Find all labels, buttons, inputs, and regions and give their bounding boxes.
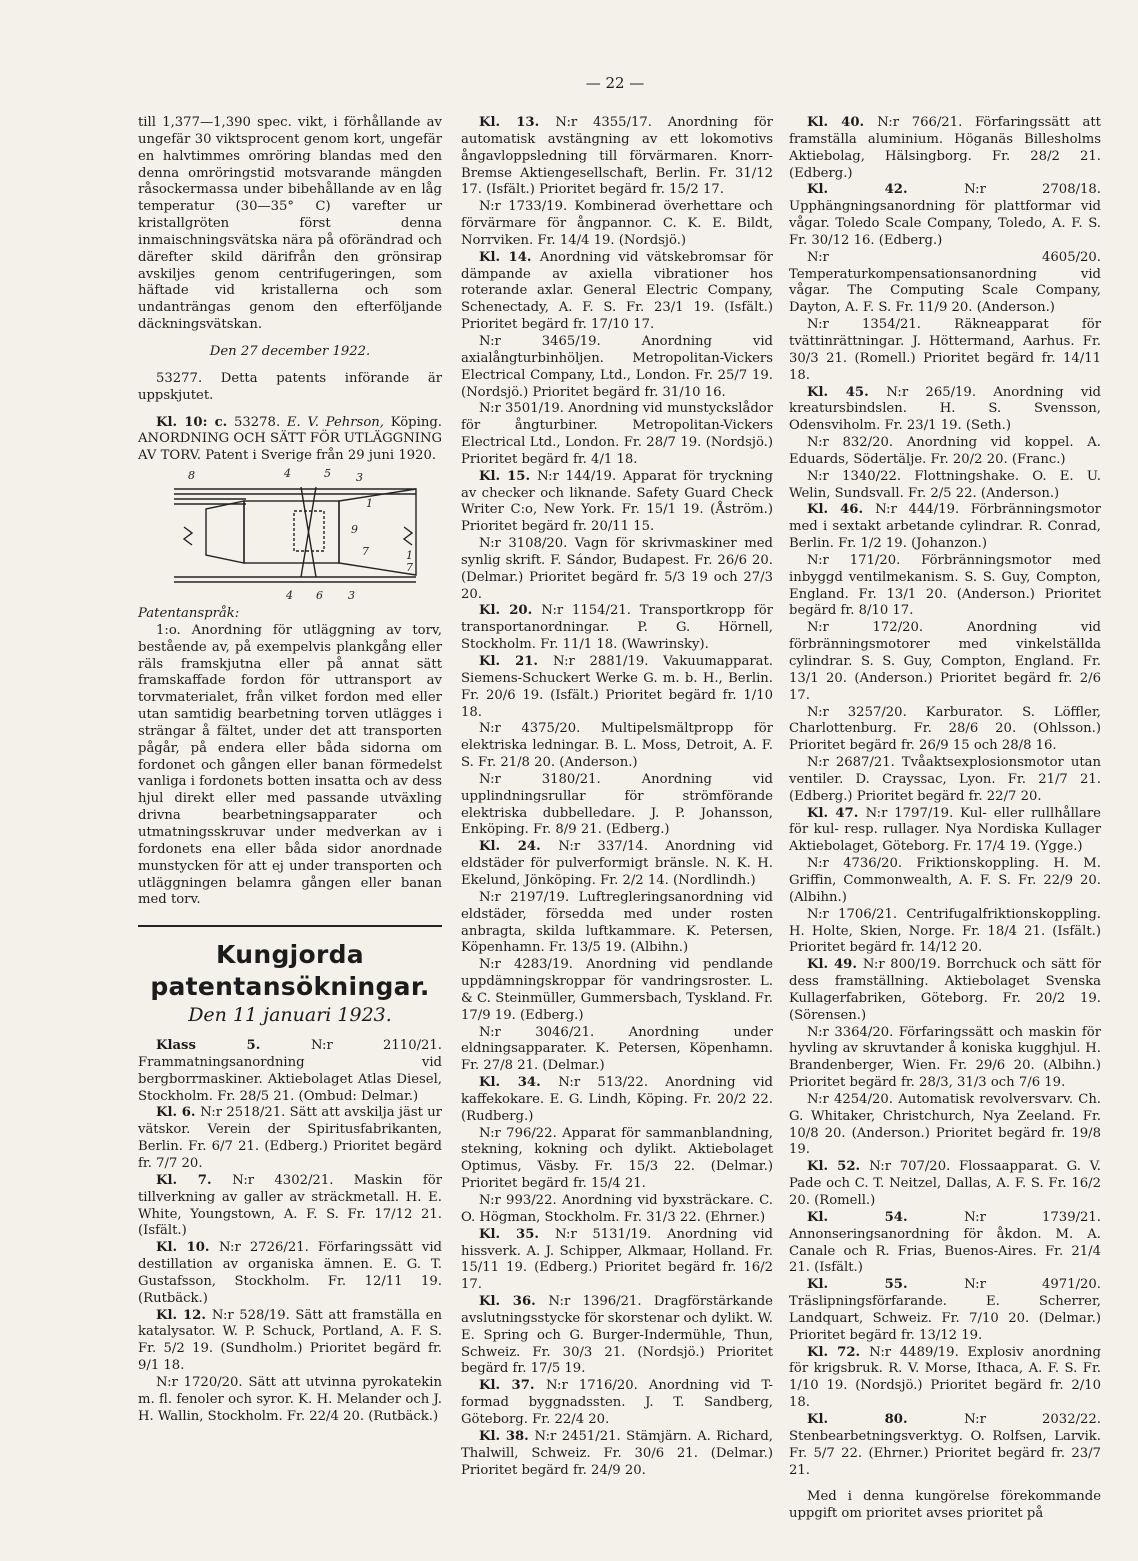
patent-entry [461,1378,773,1429]
patent-entry [461,1227,773,1294]
entry-text: N:r 1739/21. Annonseringsanordning för åkdon. M. A. Canale och R. Frias, Buenos-Aires. Fr. 21/4 21. (Isfält.) [789,1209,1101,1276]
fig-label: 7 [362,545,369,559]
class-label: Kl. 72. [807,1344,870,1360]
fig-label: 8 [188,469,195,483]
date-heading-2: Den 11 januari 1923. [188,1004,392,1027]
column-3 [789,115,1101,1523]
fig-label: 3 [356,471,363,485]
patent-entry [789,806,1101,857]
entry-text: N:r 3257/20. Karburator. S. Löffler, Charlottenburg. Fr. 28/6 20. (Ohlsson.) Prioritet begärd fr. 26/9 15 och 28/8 16. [789,704,1101,754]
entry-text: N:r 172/20. Anordning vid förbränningsmotorer med vinkelställda cylindrar. S. S. Guy, Compton, England. Fr. 13/1 20. (Anderson.) Prioritet begärd fr. 2/6 17. [789,620,1101,703]
entry-text: N:r 4355/17. Anordning för automatisk avstängning av ett lokomotivs ångavloppsledning till förvärmaren. Knorr-Bremse Aktiengesellschaft, Berlin. Fr. 31/12 17. (Isfält.) Prioritet begärd fr. 15/2 17. [461,115,773,198]
fig-label: 7 [406,561,413,575]
entry-text: N:r 4605/20. Temperaturkompensationsanordning vid vågar. The Computing Scale Company, Dayton, A. F. S. Fr. 11/9 20. (Anderson.) [789,249,1101,316]
intro-paragraph: till 1,377—1,390 spec. vikt, i förhållande av ungefär 30 viktsprocent genom kort, ungefär en halvtimmes omröring blandas med den denna omröringstid motsvarande mängden råsockermassa under bibehållande av en låg temperatur (30—35° C) varefter ur kristallgröten först denna inmaischningsvätska nära på oförändrad och därefter skild därifrån den grönsirap avskiljes genom centrifugeringen, som häftade vid kristallerna och som undanträngas genom den efterföljande däckningsvätskan. [138,115,442,333]
class-label: Kl. 20. [479,603,542,619]
fig-label: 6 [316,589,323,603]
class-label: Kl. 80. [807,1411,965,1427]
patent-entry [138,1173,442,1240]
entry-text: N:r 4302/21. Maskin för tillverkning av galler av sträckmetall. H. E. White, Youngstown, A. F. S. Fr. 17/12 21. (Isfält.) [138,1172,443,1239]
entry-text: N:r 144/19. Apparat för tryckning av checker och liknande. Safety Guard Check Writer C:o, New York. Fr. 15/1 19. (Åström.) Prioritet begärd fr. 20/11 15. [461,468,773,535]
patent-entry [789,856,1101,907]
patent-entry [789,755,1101,806]
entry-text: N:r 766/21. Förfaringssätt att framställa aluminium. Höganäs Billesholms Aktiebolag, Hälsingborg. Fr. 28/2 21. (Edberg.) [789,115,1101,181]
class-label: Kl. 36. [479,1294,549,1310]
patent-entry [789,1159,1101,1210]
patent-entry [789,620,1101,704]
entry-text: N:r 1733/19. Kombinerad överhettare och förvärmare för ångpannor. C. K. E. Bildt, Norrviken. Fr. 14/4 19. (Nordsjö.) [461,199,773,248]
entry-text: N:r 2881/19. Vakuumapparat. Siemens-Schuckert Werke G. m. b. H., Berlin. Fr. 20/6 19. (Isfält.) Prioritet begärd fr. 1/10 18. [461,654,773,720]
patent-entry [461,250,773,334]
patent-entry [461,1193,773,1227]
patent-entry [789,705,1101,756]
inventor-name: E. V. Pehrson, [286,414,384,430]
patent-entry [461,839,773,890]
patent-entry [461,1126,773,1193]
entry-text: N:r 265/19. Anordning vid kreatursbindslen. H. S. Svensson, Odensviholm. Fr. 23/1 19. (Seth.) [789,384,1101,434]
patent-entry [138,1375,442,1426]
entry-text: N:r 2451/21. Stämjärn. A. Richard, Thalwill, Schweiz. Fr. 30/6 21. (Delmar.) Prioritet begärd fr. 24/9 20. [461,1428,773,1478]
patent-entry [138,1308,442,1375]
patent-entry [461,199,773,250]
class-label: Kl. 55. [807,1277,965,1293]
patent-entry [789,957,1101,1024]
patent-entry [789,1412,1101,1479]
patent-number: 53278. [234,414,281,430]
entry-text: N:r 3501/19. Anordning vid munstyckslådor för ångturbiner. Metropolitan-Vickers Electrical Ltd., London. Fr. 28/7 19. (Nordsjö.) Prioritet begärd fr. 4/1 18. [461,401,773,467]
entry-text: N:r 2687/21. Tvåaktsexplosionsmotor utan ventiler. D. Crayssac, Lyon. Fr. 21/7 21. (Edberg.) Prioritet begärd fr. 22/7 20. [789,755,1101,804]
entry-text: N:r 4283/19. Anordning vid pendlande uppdämningskroppar för vandringsroster. L. & C. Steinmüller, Gummersbach, Tyskland. Fr. 17/9 19. (Edberg.) [461,957,773,1023]
patent-entry [789,553,1101,620]
patent-entry [789,1092,1101,1159]
fig-label: 1 [366,497,373,511]
class-label: Kl. 10. [156,1240,219,1256]
class-label: Kl. 49. [807,957,863,973]
patent-entry [461,469,773,536]
entry-text: N:r 337/14. Anordning vid eldstäder för pulverformigt bränsle. N. K. H. Ekelund, Jönköping. Fr. 2/2 14. (Nordlindh.) [461,839,773,888]
page-number: — 22 — [585,74,645,92]
claims-heading: Patentanspråk: [138,606,240,622]
entry-text: N:r 1797/19. Kul- eller rullhållare för kul- resp. rullager. Nya Nordiska Kullager Aktiebolaget, Göteborg. Fr. 17/4 19. (Ygge.) [789,805,1101,855]
entry-text: N:r 4971/20. Träslipningsförfarande. E. Scherrer, Landquart, Schweiz. Fr. 7/10 20. (Delmar.) Prioritet begärd fr. 13/12 19. [789,1277,1101,1343]
patent-entry [138,1105,442,1172]
entry-text: N:r 171/20. Förbränningsmotor med inbyggd ventilmekanism. S. S. Guy, Compton, England. Fr. 13/1 20. (Anderson.) Prioritet begärd fr. 8/10 17. [789,552,1101,619]
patent-entry [789,250,1101,317]
entry-text: N:r 5131/19. Anordning vid hissverk. A. J. Schipper, Alkmaar, Holland. Fr. 15/11 19. (Edberg.) Prioritet begärd fr. 16/2 17. [461,1226,773,1293]
fig-label: 4 [284,467,291,481]
entry-text: N:r 3108/20. Vagn för skrivmaskiner med synlig skrift. F. Sándor, Budapest. Fr. 26/6 20. (Delmar.) Prioritet begärd fr. 5/3 19 och 27/3 20. [461,536,773,602]
claim-text: 1:o. Anordning för utläggning av torv, bestående av, på exempelvis plankgång eller räls framskjutna eller på annat sätt framskaffade fordon för uttransport av torvmaterialet, från vilket fordon med eller utan samtidig bearbetning torven utlägges i strängar å fältet, under det att transporten pågår, på endera eller båda sidorna om fordonet och gången eller banan förmedelst vanliga i fordonets botten insatta och av dess hjul direkt eller med passande utväxling drivna bearbetningsapparater och utmatningsskruvar under medverkan av i fordonets ena eller båda sidor anordnade munstycken för att ej under transporten och utläggningen belamra gången eller banan med torv. [138,622,442,908]
class-label: Kl. 37. [479,1378,546,1394]
class-label: Kl. 42. [807,182,965,198]
fig-label: 4 [286,589,293,603]
patent-entry [789,435,1101,469]
entry-text: N:r 800/19. Borrchuck och sätt för dess framställning. Aktiebolaget Svenska Kullagerfabriken, Göteborg. Fr. 20/2 19. (Sörensen.) [789,957,1101,1023]
patent-entry [461,603,773,654]
patent-entry [789,1025,1101,1092]
patent-drawing [166,467,426,602]
entry-text: N:r 4736/20. Friktionskoppling. H. M. Griffin, Commonwealth, A. F. S. Fr. 22/9 20. (Albihn.) [789,856,1101,905]
entry-text: N:r 513/22. Anordning vid kaffekokare. E. G. Lindh, Köping. Fr. 20/2 22. (Rudberg.) [461,1075,773,1124]
entry-text: N:r 1716/20. Anordning vid T-formad byggnadssten. J. T. Sandberg, Göteborg. Fr. 22/4 20. [461,1378,773,1427]
class-label: Kl. 34. [479,1075,559,1091]
entry-text: N:r 796/22. Apparat för sammanblandning, stekning, kokning och dylikt. Aktiebolaget Optimus, Väsby. Fr. 15/3 22. (Delmar.) Prioritet begärd fr. 15/4 21. [461,1125,773,1192]
patent-entry [789,1345,1101,1412]
patent-entry [461,957,773,1024]
patent-entry [461,721,773,772]
class-label: Kl. 15. [479,468,538,484]
entry-text: N:r 993/22. Anordning vid byxsträckare. C. O. Högman, Stockholm. Fr. 31/3 22. (Ehrner.) [461,1193,773,1225]
class-label: Kl. 24. [479,839,559,855]
entry-text: N:r 4489/19. Explosiv anordning för krigsbruk. R. V. Morse, Ithaca, A. F. S. Fr. 1/10 19. (Nordsjö.) Prioritet begärd fr. 2/10 18. [789,1344,1101,1411]
patent-entry [789,1210,1101,1277]
entry-text: N:r 2708/18. Upphängningsanordning för plattformar vid vågar. Toledo Scale Company, Toledo, A. F. S. Fr. 30/12 16. (Edberg.) [789,182,1101,248]
patent-entry [461,115,773,199]
class-label: Kl. 10: c. [156,414,228,430]
fig-label: 1 [406,549,413,563]
patent-entry [461,536,773,603]
entry-text: N:r 444/19. Förbränningsmotor med i sextakt arbetande cylindrar. R. Conrad, Berlin. Fr. 1/2 19. (Johanzon.) [789,502,1101,552]
col1-entries [138,1038,442,1425]
patent-entry [461,334,773,401]
patent-entry [789,182,1101,249]
class-label: Kl. 38. [479,1428,535,1444]
class-label: Kl. 54. [807,1209,965,1225]
class-label: Kl. 7. [156,1172,233,1188]
fig-label: 3 [348,589,355,603]
entry-text: N:r 4375/20. Multipelsmältpropp för elektriska ledningar. B. L. Moss, Detroit, A. F. S. Fr. 21/8 20. (Anderson.) [461,721,773,771]
entry-text: N:r 3364/20. Förfaringssätt och maskin för hyvling av skruvtander å koniska kugghjul. H. Brandenberger, Wien. Fr. 29/6 20. (Albihn.) Prioritet begärd fr. 28/3, 31/3 och 7/6 19. [789,1024,1101,1091]
entry-text: N:r 1720/20. Sätt att utvinna pyrokatekin m. fl. fenoler och syror. K. H. Melander och J. H. Wallin, Stockholm. Fr. 22/4 20. (Rutbäck.) [138,1374,442,1424]
entry-text: N:r 1154/21. Transportkropp för transportanordningar. P. G. Hörnell, Stockholm. Fr. 11/1 18. (Wawrinsky). [461,603,773,653]
class-label: Kl. 40. [807,115,878,130]
column-1 [138,115,442,1425]
entry-text: N:r 2518/21. Sätt att avskilja jäst ur vätskor. Verein der Spiritusfabrikanten, Berlin. Fr. 6/7 21. (Edberg.) Prioritet begärd fr. 7/7 20. [138,1105,442,1171]
patent-entry [789,502,1101,553]
class-label: Kl. 47. [807,805,866,821]
entry-text: N:r 1340/22. Flottningshake. O. E. U. Welin, Sundsvall. Fr. 2/5 22. (Anderson.) [789,468,1101,501]
patent-entry [789,1277,1101,1344]
class-label: Klass 5. [156,1038,311,1054]
patent-entry [461,1429,773,1480]
entry-text: N:r 528/19. Sätt att framställa en katalysator. W. P. Schuck, Portland, A. F. S. Fr. 5/2 19. (Sundholm.) Prioritet begärd fr. 9/1 18. [138,1307,442,1374]
entry-text: N:r 1396/21. Dragförstärkande avslutningsstycke för skorstenar och dylikt. W. E. Spring och G. Burger-Indermühle, Thun, Schweiz. Fr. 30/3 21. (Nordsjö.) Prioritet begärd fr. 17/5 19. [461,1294,773,1377]
patent-53278 [138,415,442,466]
class-label: Kl. 21. [479,654,554,669]
patent-title: Köping. ANORDNING OCH SÄTT FÖR UTLÄGGNING AV TORV. Patent i Sverige från 29 juni 1920. [138,414,443,464]
fig-label: 5 [324,467,331,481]
patent-entry [789,907,1101,958]
class-label: Kl. 12. [156,1307,212,1323]
closing-paragraph: Med i denna kungörelse förekommande uppgift om prioritet avses prioritet på [789,1489,1101,1522]
patent-entry [461,401,773,468]
patent-entry [138,1038,442,1105]
entry-text: N:r 3180/21. Anordning vid upplindningsrullar för strömförande elektriska dubbelledare. J. P. Johansson, Enköping. Fr. 8/9 21. (Edberg.) [461,771,773,838]
entry-text: N:r 1706/21. Centrifugalfriktionskoppling. H. Holte, Skien, Norge. Fr. 18/4 21. (Isfält.) Prioritet begärd fr. 14/12 20. [789,906,1101,956]
section-heading: Kungjorda patentansökningar. [150,940,430,1002]
entry-text: N:r 2032/22. Stenbearbetningsverktyg. O. Rolfsen, Larvik. Fr. 5/7 22. (Ehrner.) Prioritet begärd fr. 23/7 21. [789,1411,1101,1478]
entry-text: N:r 3046/21. Anordning under eldningsapparater. K. Petersen, Köpenhamn. Fr. 27/8 21. (Delmar.) [461,1024,773,1074]
patent-entry [138,1240,442,1307]
class-label: Kl. 13. [479,115,556,130]
col3-entries [789,115,1101,1479]
entry-text: N:r 2197/19. Luftregleringsanordning vid eldstäder, försedda med under rosten anbragta, skilda luftkammare. K. Petersen, Köpenhamn. Fr. 13/5 19. (Albihn.) [461,889,773,956]
class-label: Kl. 14. [479,249,540,265]
date-heading-1: Den 27 december 1922. [209,343,371,359]
class-label: Kl. 45. [807,384,887,400]
entry-text: N:r 3465/19. Anordning vid axialångturbinhöljen. Metropolitan-Vickers Electrical Company, Ltd., London. Fr. 25/7 19. (Nordsjö.) Prioritet begärd fr. 31/10 16. [461,333,773,400]
patent-entry [461,1075,773,1126]
entry-text: Anordning vid vätskebromsar för dämpande av axiella vibrationer hos roterande axlar. General Electric Company, Schenectady, A. F. S. Fr. 23/1 19. (Isfält.) Prioritet begärd fr. 17/10 17. [461,249,773,333]
entry-text: N:r 707/20. Flossaapparat. G. V. Pade och C. T. Neitzel, Dallas, A. F. S. Fr. 16/2 20. (Romell.) [789,1159,1101,1208]
entry-text: N:r 2726/21. Förfaringssätt vid destillation av organiska ämnen. E. G. T. Gustafsson, Stockholm. Fr. 12/11 19. (Rutbäck.) [138,1240,442,1306]
class-label: Kl. 35. [479,1226,555,1242]
section-divider [138,925,442,927]
patent-entry [461,654,773,721]
patent-entry [461,772,773,839]
class-label: Kl. 46. [807,502,876,518]
patent-entry [789,385,1101,436]
entry-text: N:r 1354/21. Räkneapparat för tvättinrättningar. J. Höttermand, Aarhus. Fr. 30/3 21. (Romell.) Prioritet begärd fr. 14/11 18. [789,317,1101,383]
patent-entry [461,1294,773,1378]
patent-53277: 53277. Detta patents införande är uppskjutet. [138,370,442,403]
entry-text: N:r 2110/21. Frammatningsanordning vid bergborrmaskiner. Aktiebolaget Atlas Diesel, Stockholm. Fr. 28/5 21. (Ombud: Delmar.) [138,1038,442,1104]
col2-entries [461,115,773,1479]
class-label: Kl. 52. [807,1159,870,1175]
column-2 [461,115,773,1479]
patent-entry [461,890,773,957]
patent-entry [789,469,1101,503]
fig-label: 9 [351,523,358,537]
patent-entry [789,317,1101,384]
entry-text: N:r 4254/20. Automatisk revolversvarv. Ch. G. Whitaker, Christchurch, Nya Zeeland. Fr. 10/8 20. (Anderson.) Prioritet begärd fr. 19/8 19. [789,1091,1101,1158]
entry-text: N:r 832/20. Anordning vid koppel. A. Eduards, Södertälje. Fr. 20/2 20. (Franc.) [789,435,1101,467]
patent-entry [461,1025,773,1076]
class-label: Kl. 6. [156,1105,201,1121]
patent-entry [789,115,1101,182]
